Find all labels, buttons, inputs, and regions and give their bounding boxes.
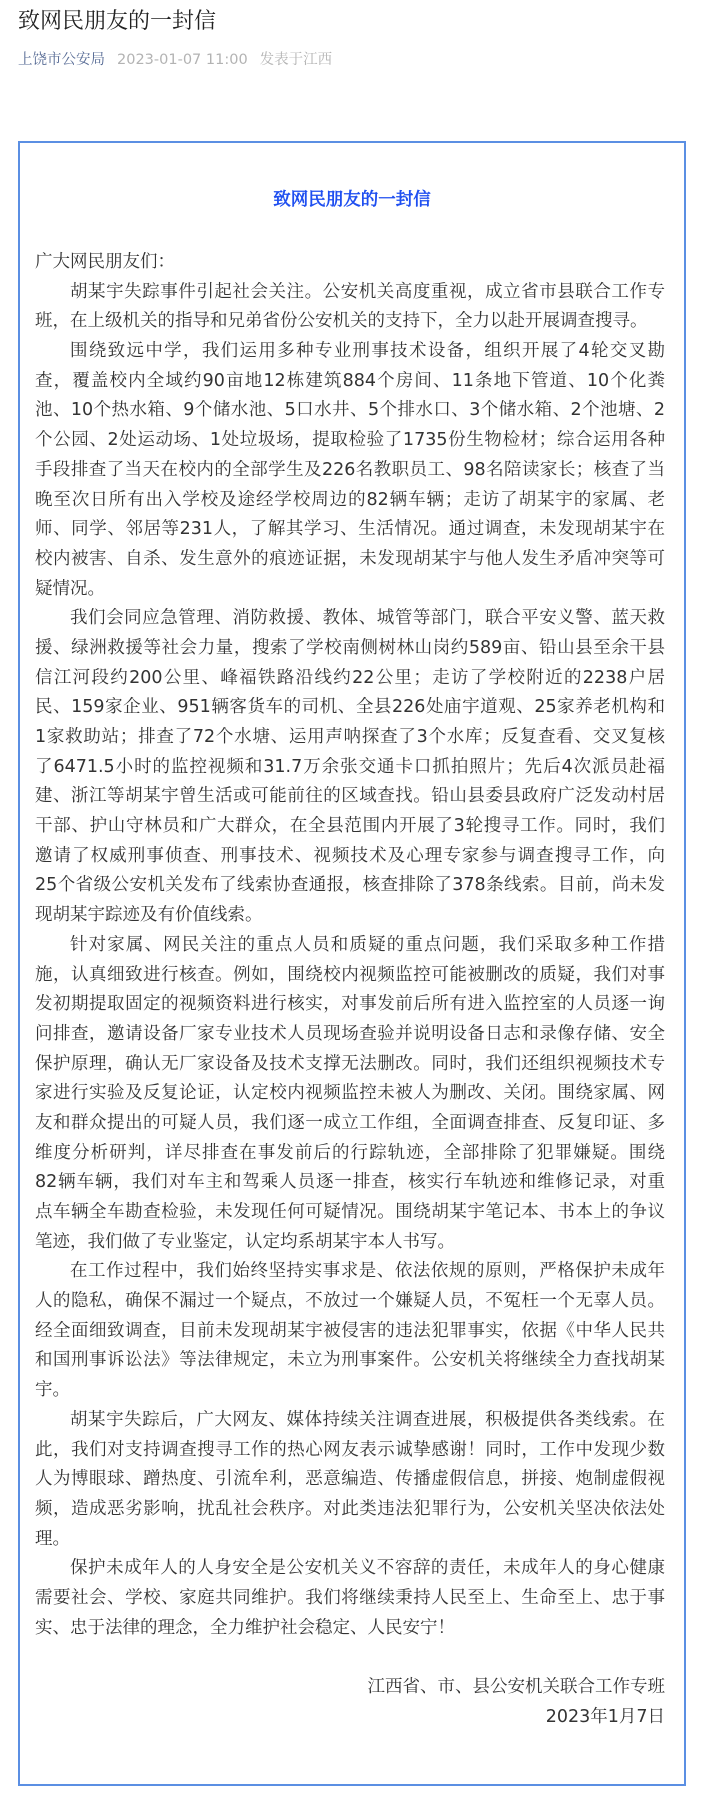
paragraph-line: 家进行实验及反复论证，认定校内视频监控未被人为删改、关闭。围绕家属、网	[35, 1083, 665, 1104]
paragraph-line: 在工作过程中，我们始终坚持实事求是、依法依规的原则，严格保护未成年	[70, 1261, 665, 1282]
letter-title: 致网民朋友的一封信	[273, 190, 431, 210]
paragraph-line: 围绕致远中学，我们运用多种专业刑事技术设备，组织开展了4轮交叉勘	[70, 341, 665, 362]
paragraph-line: 现胡某宇踪迹及有价值线索。	[35, 905, 263, 926]
author-link[interactable]: 上饶市公安局	[18, 52, 105, 68]
paragraph-line: 82辆车辆，我们对车主和驾乘人员逐一排查，核实行车轨迹和维修记录，对重	[35, 1172, 665, 1193]
paragraph-line: 查，覆盖校内全域约90亩地12栋建筑884个房间、11条地下管道、10个化粪	[35, 370, 665, 391]
paragraph-line: 友和群众提出的可疑人员，我们逐一成立工作组，全面调查排查、反复印证、多	[35, 1112, 665, 1133]
letter-body	[35, 248, 665, 1732]
paragraph-line: 援、绿洲救援等社会力量，搜索了学校南侧树林山岗约589亩、铅山县至余干县	[35, 637, 665, 658]
paragraph-line: 邀请了权威刑事侦查、刑事技术、视频技术及心理专家参与调查搜寻工作，向	[35, 845, 665, 866]
paragraph-line: 频，造成恶劣影响，扰乱社会秩序。对此类违法犯罪行为，公安机关坚决依法处	[35, 1498, 665, 1519]
paragraph-line: 人的隐私，确保不漏过一个疑点，不放过一个嫌疑人员，不冤枉一个无辜人员。	[35, 1291, 665, 1312]
paragraph-line: 25个省级公安机关发布了线索协查通报，核查排除了378条线索。目前，尚未发	[35, 875, 665, 896]
paragraph	[35, 1257, 665, 1405]
paragraph	[35, 278, 665, 337]
paragraph-line: 晚至次日所有出入学校及途经学校周边的82辆车辆；走访了胡某宇的家属、老	[35, 489, 665, 510]
signature: 江西省、市、县公安机关联合工作专班	[367, 1677, 665, 1697]
paragraph-line: 了6471.5小时的监控视频和31.7万余张交通卡口抓拍照片；先后4次派员赴福	[35, 756, 665, 777]
paragraph-line: 民、159家企业、951辆客货车的司机、全县226处庙宇道观、25家养老机构和	[35, 697, 665, 718]
paragraph-line: 人为博眼球、蹭热度、引流牟利，恶意编造、传播虚假信息，拼接、炮制虚假视	[35, 1469, 665, 1490]
paragraph-line: 校内被害、自杀、发生意外的痕迹证据，未发现胡某宇与他人发生矛盾冲突等可	[35, 548, 665, 569]
paragraph-line: 个公园、2处运动场、1处垃圾场，提取检验了1735份生物检材；综合运用各种	[35, 430, 665, 451]
paragraph-line: 胡某宇失踪事件引起社会关注。公安机关高度重视，成立省市县联合工作专	[70, 281, 665, 302]
letter-box	[18, 141, 686, 1786]
paragraph-line: 问排查，邀请设备厂家专业技术人员现场查验并说明设备日志和录像存储、安全	[35, 1023, 665, 1044]
paragraph-line: 我们会同应急管理、消防救援、教体、城管等部门，联合平安义警、蓝天救	[70, 608, 665, 629]
paragraph-line: 手段排查了当天在校内的全部学生及226名教职员工、98名陪读家长；核查了当	[35, 459, 665, 480]
paragraph	[35, 1554, 665, 1643]
paragraph-line: 疑情况。	[35, 578, 105, 599]
paragraph-line: 笔迹，我们做了专业鉴定，认定均系胡某宇本人书写。	[35, 1231, 455, 1252]
spacer	[35, 1643, 665, 1673]
paragraph-line: 池、10个热水箱、9个储水池、5口水井、5个排水口、3个储水箱、2个池塘、2	[35, 400, 665, 421]
paragraph-line: 实、忠于法律的理念，全力维护社会稳定、人民安宁！	[35, 1617, 455, 1638]
paragraph-line: 信江河段约200公里、峰福铁路沿线约22公里；走访了学校附近的2238户居	[35, 667, 665, 688]
paragraph	[35, 1406, 665, 1554]
page-title: 致网民朋友的一封信	[18, 9, 217, 34]
paragraph-line: 1家救助站；排查了72个水塘、运用声呐探查了3个水库；反复查看、交叉复核	[35, 727, 665, 747]
paragraph-line: 点车辆全车勘查检验，未发现任何可疑情况。围绕胡某宇笔记本、书本上的争议	[35, 1202, 665, 1222]
paragraph-line: 发初期提取固定的视频资料进行核实，对事发前后所有进入监控室的人员逐一询	[35, 994, 665, 1015]
publish-time: 2023-01-07 11:00	[117, 52, 248, 68]
paragraph-line: 宇。	[35, 1380, 70, 1401]
paragraph-line: 经全面细致调查，目前未发现胡某宇被侵害的违法犯罪事实，依据《中华人民共	[35, 1320, 665, 1341]
salutation: 广大网民朋友们：	[35, 252, 175, 272]
paragraph-line: 针对家属、网民关注的重点人员和质疑的重点问题，我们采取多种工作措	[70, 934, 665, 955]
paragraph-line: 维度分析研判，详尽排查在事发前后的行踪轨迹，全部排除了犯罪嫌疑。围绕	[35, 1142, 665, 1163]
paragraph	[35, 931, 665, 1258]
publish-location: 发表于江西	[259, 52, 333, 68]
paragraph-line: 胡某宇失踪后，广大网友、媒体持续关注调查进展，积极提供各类线索。在	[70, 1409, 665, 1430]
paragraph	[35, 337, 665, 604]
paragraph	[35, 604, 665, 931]
paragraph-line: 需要社会、学校、家庭共同维护。我们将继续秉持人民至上、生命至上、忠于事	[35, 1587, 665, 1608]
paragraph-line: 理。	[35, 1528, 70, 1549]
paragraph-line: 建、浙江等胡某宇曾生活或可能前往的区域查找。铅山县委县政府广泛发动村居	[35, 786, 665, 807]
paragraph-line: 保护未成年人的人身安全是公安机关义不容辞的责任，未成年人的身心健康	[70, 1558, 665, 1579]
paragraph-line: 和国刑事诉讼法》等法律规定，未立为刑事案件。公安机关将继续全力查找胡某	[35, 1350, 665, 1371]
paragraph-line: 干部、护山守林员和广大群众，在全县范围内开展了3轮搜寻工作。同时，我们	[35, 816, 665, 837]
paragraph-line: 班，在上级机关的指导和兄弟省份公安机关的支持下，全力以赴开展调查搜寻。	[35, 311, 648, 332]
paragraph-line: 施，认真细致进行核查。例如，围绕校内视频监控可能被删改的质疑，我们对事	[35, 964, 665, 985]
paragraph-line: 保护原理，确认无厂家设备及技术支撑无法删改。同时，我们还组织视频技术专	[35, 1053, 665, 1074]
paragraph-line: 师、同学、邻居等231人，了解其学习、生活情况。通过调查，未发现胡某宇在	[35, 519, 665, 540]
article-meta	[18, 50, 332, 70]
paragraph-line: 此，我们对支持调查搜寻工作的热心网友表示诚挚感谢！同时，工作中发现少数	[35, 1439, 665, 1460]
letter-date: 2023年1月7日	[545, 1706, 665, 1727]
